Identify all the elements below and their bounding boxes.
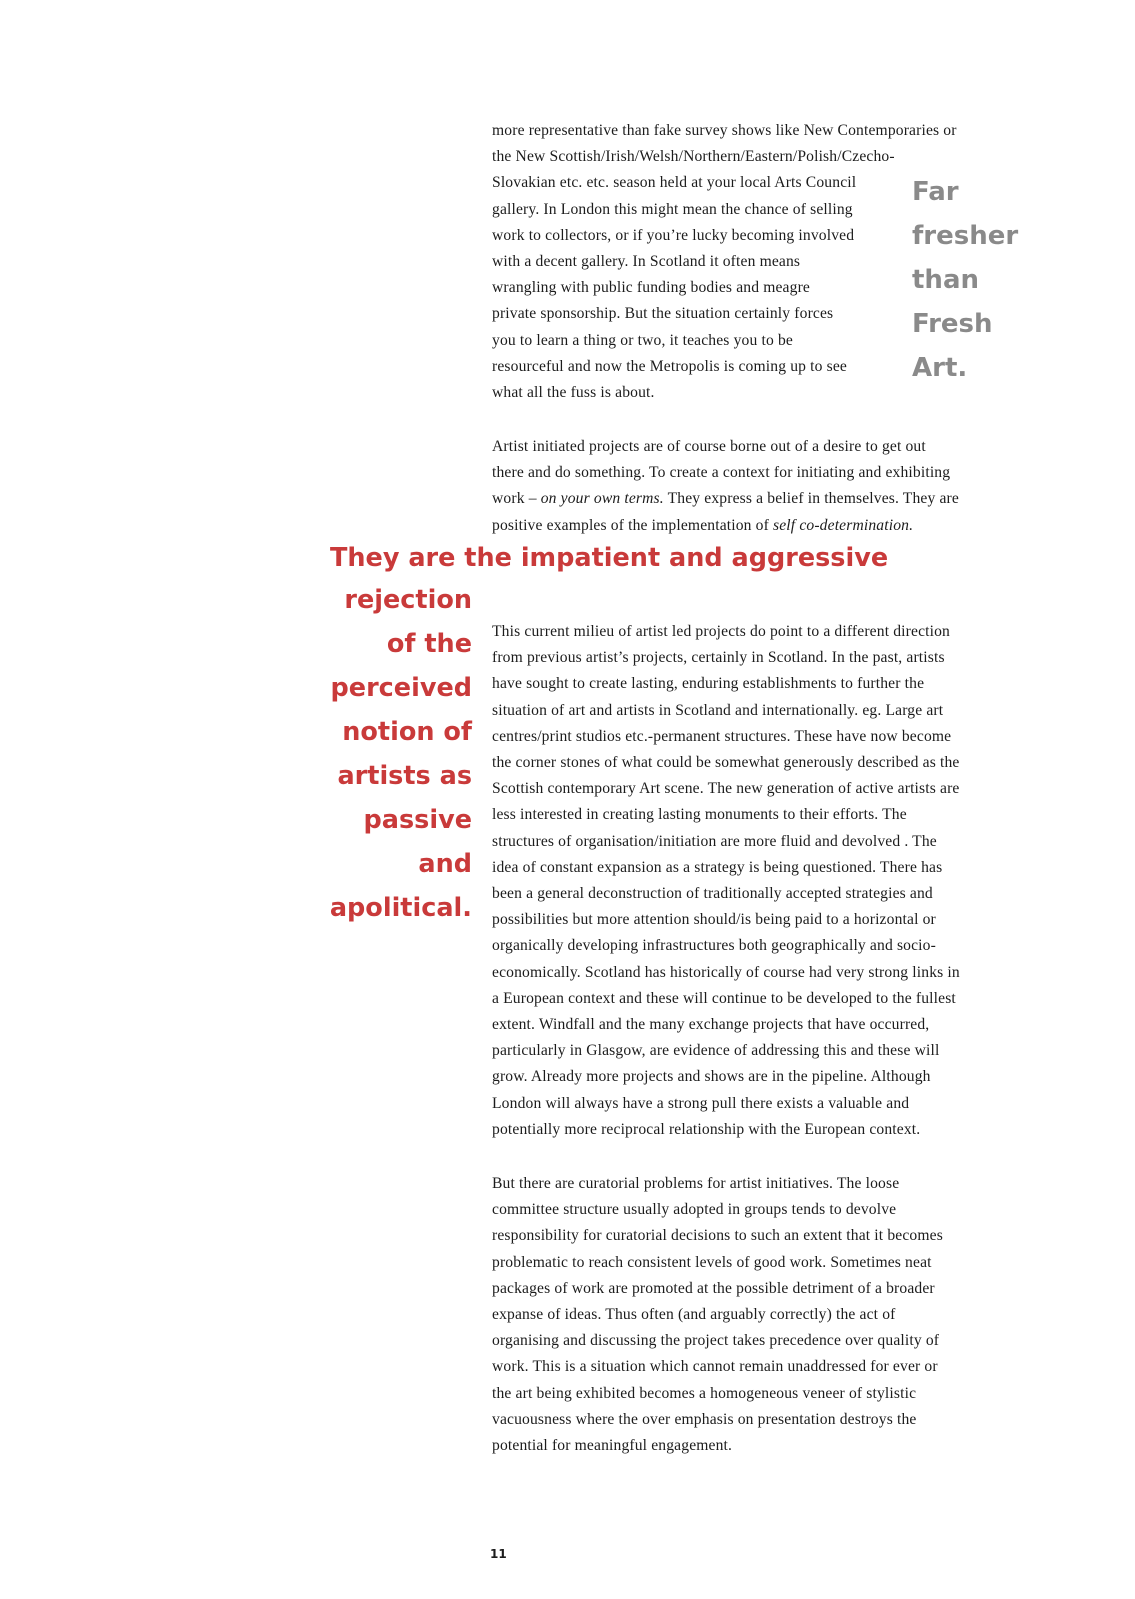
pull-quote-word: Far xyxy=(912,177,959,207)
pull-quote-word: than xyxy=(912,265,979,295)
text-line: structures of organisation/initiation are more fluid and devolved . The xyxy=(492,832,937,850)
text-line: possibilities but more attention should/is being paid to a horizontal or xyxy=(492,911,936,929)
pull-quote-line: notion of xyxy=(342,717,472,747)
text-line: Slovakian etc. etc. season held at your local Arts Council xyxy=(492,174,857,192)
text-line: a European context and these will continue to be developed to the fullest xyxy=(492,989,956,1007)
text-line: you to learn a thing or two, it teaches you to be xyxy=(492,331,793,349)
text-line xyxy=(492,513,959,539)
pull-quote-line: of the xyxy=(386,629,472,659)
body-paragraph-3 xyxy=(492,619,960,1143)
text-line xyxy=(492,486,959,512)
text-line: organising and discussing the project takes precedence over quality of xyxy=(492,1332,940,1350)
text-line: organically developing infrastructures both geographically and socio- xyxy=(492,937,936,955)
text-line: idea of constant expansion as a strategy is being questioned. There has xyxy=(492,858,943,876)
pull-quote-line: and xyxy=(418,849,472,879)
pull-quote-line: perceived xyxy=(330,673,472,703)
text-line: problematic to reach consistent levels of good work. Sometimes neat xyxy=(492,1253,932,1271)
text-line: the New Scottish/Irish/Welsh/Northern/Eastern/Polish/Czecho- xyxy=(492,148,895,166)
text-line: work. This is a situation which cannot remain unaddressed for ever or xyxy=(492,1358,938,1376)
text-line: been a general deconstruction of traditionally accepted strategies and xyxy=(492,885,933,903)
text-line: Artist initiated projects are of course borne out of a desire to get out xyxy=(492,438,926,455)
text-line: wrangling with public funding bodies and meagre xyxy=(492,279,810,297)
text-line: there and do something. To create a context for initiating and exhibiting xyxy=(492,464,951,482)
pull-quote-word: Art. xyxy=(912,353,968,383)
pull-quote-red xyxy=(300,578,472,930)
text-line: potentially more reciprocal relationship with the European context. xyxy=(492,1120,921,1138)
text-line: the corner stones of what could be somewhat generously described as the xyxy=(492,754,960,772)
text-line: what all the fuss is about. xyxy=(492,384,655,402)
pull-quote-line: rejection xyxy=(344,585,472,615)
text-line: committee structure usually adopted in groups tends to devolve xyxy=(492,1201,897,1219)
text-line: responsibility for curatorial decisions to such an extent that it becomes xyxy=(492,1227,943,1245)
text-line: with a decent gallery. In Scotland it often means xyxy=(492,253,801,271)
page-number: 11 xyxy=(490,1547,507,1561)
emphasis-self-co-determination: self co-determination. xyxy=(773,516,914,534)
text-line: less interested in creating lasting monuments to their efforts. The xyxy=(492,806,907,824)
text-line: situation of art and artists in Scotland and internationally. eg. Large art xyxy=(492,701,944,719)
body-paragraph-1 xyxy=(492,118,957,406)
body-paragraph-2 xyxy=(492,434,959,539)
text-line: Scottish contemporary Art scene. The new generation of active artists are xyxy=(492,780,960,798)
text-line: economically. Scotland has historically of course had very strong links in xyxy=(492,963,960,981)
text-line: grow. Already more projects and shows are in the pipeline. Although xyxy=(492,1068,931,1086)
body-paragraph-4 xyxy=(492,1171,943,1459)
text-line: This current milieu of artist led projects do point to a different direction xyxy=(492,623,951,640)
text-line: private sponsorship. But the situation certainly forces xyxy=(492,305,834,323)
text-line: expanse of ideas. Thus often (and arguably correctly) the act of xyxy=(492,1306,896,1324)
text-run: They express a belief in themselves. They are xyxy=(663,490,959,508)
text-line: But there are curatorial problems for artist initiatives. The loose xyxy=(492,1175,900,1192)
text-line: particularly in Glasgow, are evidence of addressing this and these will xyxy=(492,1042,940,1060)
text-line: more representative than fake survey shows like New Contemporaries or xyxy=(492,122,957,139)
pull-quote-line: artists as xyxy=(337,761,472,791)
text-line: from previous artist’s projects, certainly in Scotland. In the past, artists xyxy=(492,649,945,667)
text-line: packages of work are promoted at the possible detriment of a broader xyxy=(492,1279,935,1297)
emphasis-own-terms: on your own terms. xyxy=(540,490,664,508)
text-line: have sought to create lasting, enduring establishments to further the xyxy=(492,675,925,693)
text-line: London will always have a strong pull there exists a valuable and xyxy=(492,1094,910,1112)
pull-quote-word: Fresh xyxy=(912,309,993,339)
text-line: gallery. In London this might mean the chance of selling xyxy=(492,200,853,218)
pull-quote-gray xyxy=(912,170,1018,390)
text-run: work – xyxy=(492,490,541,508)
pull-quote-line: apolitical. xyxy=(329,893,472,923)
text-line: the art being exhibited becomes a homogeneous veneer of stylistic xyxy=(492,1384,917,1402)
text-run: positive examples of the implementation of xyxy=(492,516,774,534)
text-line: resourceful and now the Metropolis is coming up to see xyxy=(492,357,847,375)
text-line: vacuousness where the over emphasis on presentation destroys the xyxy=(492,1410,917,1428)
pull-quote-line: passive xyxy=(363,805,472,835)
text-line: centres/print studios etc.-permanent structures. These have now become xyxy=(492,727,952,745)
text-line: work to collectors, or if you’re lucky becoming involved xyxy=(492,226,855,244)
pull-quote-red-first-line: They are the impatient and aggressive xyxy=(330,543,889,573)
pull-quote-word: fresher xyxy=(912,221,1019,251)
text-line: potential for meaningful engagement. xyxy=(492,1437,733,1455)
text-line: extent. Windfall and the many exchange projects that have occurred, xyxy=(492,1016,930,1034)
